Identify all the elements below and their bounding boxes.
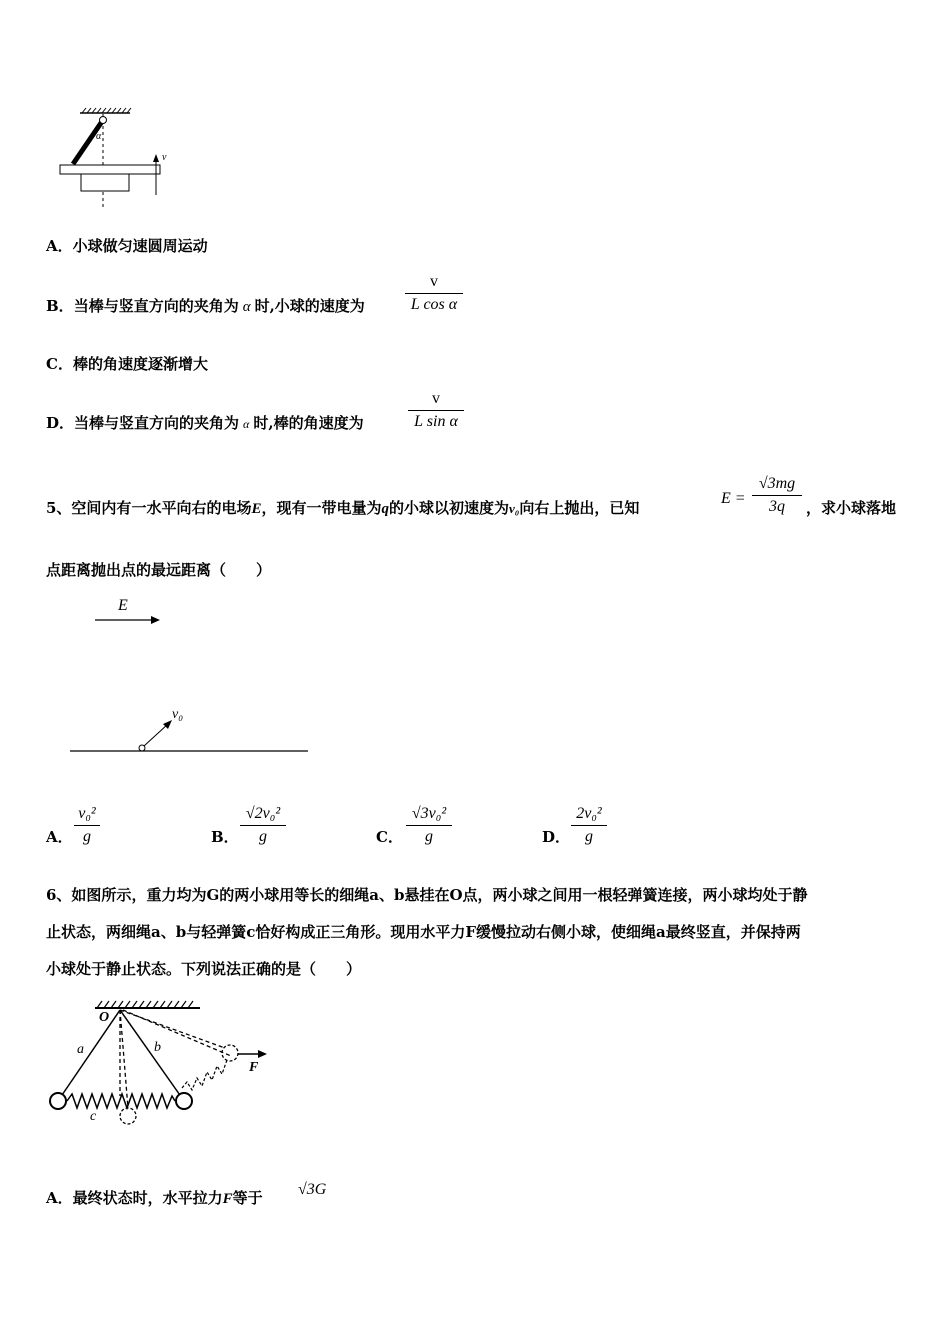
q5-option-b-fraction — [240, 804, 286, 847]
q4-option-c — [46, 354, 208, 374]
q6-a-label: a — [77, 1042, 84, 1057]
q5-option-b-den: g — [259, 828, 267, 845]
q4-option-b-frac-den: L cos α — [410, 296, 458, 313]
q4-option-a — [46, 236, 208, 256]
q4-option-b-frac-num: v — [430, 273, 438, 290]
q4-option-d-text-before: 当棒与竖直方向的夹角为 — [74, 414, 240, 432]
q6-option-a-text-before: 最终状态时，水平拉力 — [72, 1189, 223, 1207]
q4-option-b-text-after: 时,小球的速度为 — [254, 297, 365, 315]
q5-text-1: 5、空间内有一水平向右的电场 — [46, 499, 252, 517]
q5-option-c-fraction — [406, 804, 452, 847]
q4-option-c-label: C． — [46, 355, 73, 373]
q6-figure — [45, 998, 275, 1138]
q4-option-d-frac-num: v — [432, 390, 440, 407]
q6-option-a-var-f: F — [222, 1191, 233, 1207]
q6-option-a-value: √3G — [298, 1181, 327, 1198]
q5-line2: 点距离抛出点的最远距离（ ） — [46, 561, 272, 579]
q5-text-4: 向右上抛出，已知 — [519, 499, 640, 517]
q4-option-d-frac-den: L sin α — [414, 413, 458, 430]
q4-option-b-fraction — [405, 272, 463, 315]
q4-option-b-var: α — [242, 299, 251, 315]
q6-option-a-text-after: 等于 — [232, 1189, 263, 1207]
q5-line1 — [46, 498, 639, 519]
q5-option-d-num: 2v₀² — [576, 805, 602, 822]
q5-option-c-label: C． — [376, 828, 403, 846]
q6-option-a-label: A． — [46, 1189, 73, 1207]
q5-text-5: ，求小球落地 — [806, 499, 897, 517]
q4-option-d-fraction — [408, 389, 464, 432]
q5-option-a-num: v₀² — [78, 805, 96, 822]
q5-option-a-den: g — [83, 828, 91, 845]
q5-option-a-fraction — [74, 804, 100, 847]
q4-v-label: v — [162, 152, 167, 163]
q6-option-a — [46, 1188, 263, 1209]
q6-c-label: c — [90, 1109, 97, 1124]
q5-var-e: E — [251, 501, 262, 517]
q5-formula-fraction — [752, 474, 802, 517]
q5-formula-num: √3mg — [758, 475, 796, 492]
q5-text-2: ，现有一带电量为 — [261, 499, 382, 517]
q4-option-a-text: 小球做匀速圆周运动 — [72, 237, 208, 255]
q6-line2: 止状态，两细绳a、b与轻弹簧c恰好构成正三角形。现用水平力F缓慢拉动右侧小球，使细绳a最终竖直，并保持两 — [46, 923, 801, 941]
q5-formula-den: 3q — [769, 498, 785, 515]
q5-option-c-den: g — [425, 828, 433, 845]
q6-line1: 6、如图所示，重力均为G的两小球用等长的细绳a、b悬挂在O点，两小球之间用一根轻弹簧连接，两小球均处于静 — [46, 886, 808, 904]
q4-option-d — [46, 413, 364, 434]
q5-v0-label: v₀ — [172, 707, 184, 722]
q5-text-3: 的小球以初速度为 — [388, 499, 509, 517]
q4-option-d-text-after: 时,棒的角速度为 — [253, 414, 364, 432]
q4-option-b — [46, 296, 365, 317]
q5-option-c-num: √3v₀² — [411, 805, 447, 822]
q5-var-v0: v₀ — [509, 501, 520, 516]
q4-option-d-label: D． — [46, 414, 75, 432]
q6-b-label: b — [154, 1040, 161, 1055]
q4-option-a-label: A． — [46, 237, 73, 255]
q4-option-b-text-before: 当棒与竖直方向的夹角为 — [73, 297, 239, 315]
q5-var-q: q — [381, 501, 389, 517]
q5-option-d-den: g — [585, 828, 593, 845]
q5-figure — [60, 595, 320, 760]
q4-alpha-label: α — [96, 131, 102, 142]
q5-option-b-label: B． — [211, 828, 239, 846]
q6-o-label: O — [99, 1010, 110, 1025]
q5-option-d-label: D． — [542, 828, 571, 846]
q5-option-d-fraction — [571, 804, 607, 847]
q4-option-c-text: 棒的角速度逐渐增大 — [72, 355, 208, 373]
q5-e-label: E — [118, 597, 128, 614]
q5-option-b-num: √2v₀² — [245, 805, 281, 822]
q6-line3: 小球处于静止状态。下列说法正确的是（ ） — [46, 960, 362, 978]
q4-option-d-var: α — [243, 417, 250, 431]
q5-formula-lhs: E = — [721, 490, 746, 507]
q4-option-b-label: B． — [46, 297, 74, 315]
q6-f-label: F — [249, 1060, 259, 1075]
q5-option-a-label: A． — [46, 828, 73, 846]
